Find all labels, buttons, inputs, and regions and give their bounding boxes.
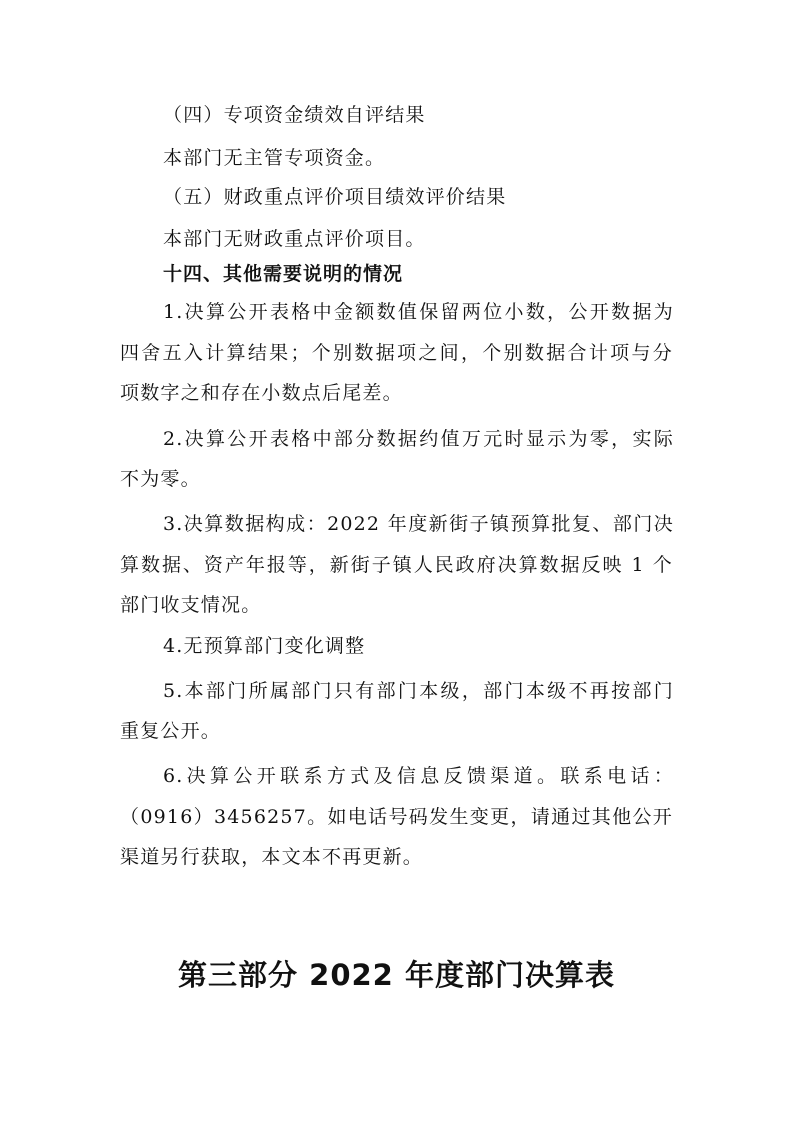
- heading-special-funds-self-evaluation: （四）专项资金绩效自评结果: [163, 104, 426, 126]
- note-6-line-1: 6.决算公开联系方式及信息反馈渠道。联系电话：: [163, 765, 674, 787]
- heading-other-notes: 十四、其他需要说明的情况: [163, 263, 404, 285]
- paragraph-no-special-funds: 本部门无主管专项资金。: [163, 147, 386, 169]
- note-3-line-1: 3.决算数据构成：2022 年度新街子镇预算批复、部门决: [163, 513, 674, 535]
- note-1-line-2: 四舍五入计算结果；个别数据项之间，个别数据合计项与分: [120, 342, 673, 364]
- paragraph-no-key-projects: 本部门无财政重点评价项目。: [163, 228, 426, 250]
- note-3-line-2: 算数据、资产年报等，新街子镇人民政府决算数据反映 1 个: [120, 554, 673, 576]
- note-6-line-2: （0916）3456257。如电话号码发生变更，请通过其他公开: [120, 806, 673, 828]
- note-2-line-2: 不为零。: [120, 468, 201, 490]
- note-1-line-3: 项数字之和存在小数点后尾差。: [120, 382, 403, 404]
- note-5-line-1: 5.本部门所属部门只有部门本级，部门本级不再按部门: [163, 680, 674, 702]
- note-6-line-3: 渠道另行获取，本文本不再更新。: [120, 846, 424, 868]
- heading-key-evaluation-projects: （五）财政重点评价项目绩效评价结果: [163, 186, 507, 208]
- section-title: 第三部分 2022 年度部门决算表: [178, 958, 615, 992]
- note-1-line-1: 1.决算公开表格中金额数值保留两位小数，公开数据为: [163, 301, 674, 323]
- note-5-line-2: 重复公开。: [120, 720, 222, 742]
- note-2-line-1: 2.决算公开表格中部分数据约值万元时显示为零，实际: [163, 428, 674, 450]
- note-4: 4.无预算部门变化调整: [163, 635, 366, 657]
- note-3-line-3: 部门收支情况。: [120, 594, 262, 616]
